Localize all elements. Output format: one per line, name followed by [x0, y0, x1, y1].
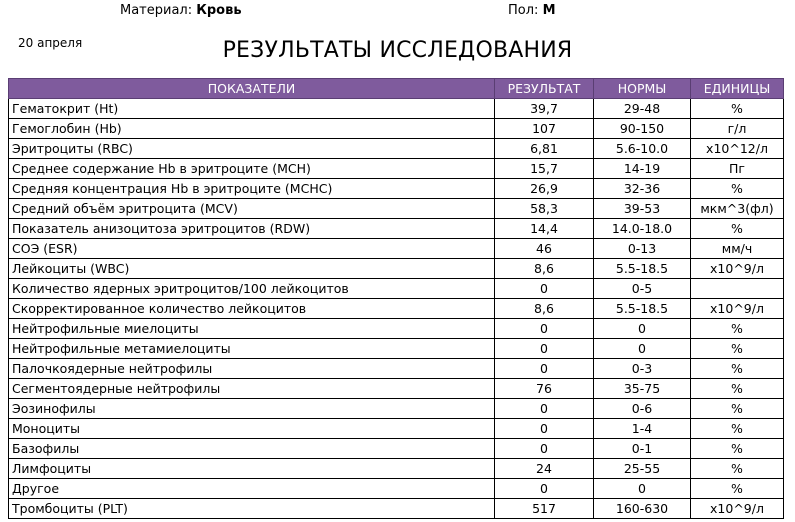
- unit-cell: %: [691, 479, 784, 499]
- indicator-cell: Эозинофилы: [9, 399, 495, 419]
- indicator-cell: Нейтрофильные миелоциты: [9, 319, 495, 339]
- table-body: [9, 99, 784, 519]
- table-header-row: [9, 79, 784, 99]
- result-cell: 58,3: [495, 199, 594, 219]
- unit-cell: x10^9/л: [691, 259, 784, 279]
- material-value: Кровь: [196, 3, 242, 18]
- norm-cell: 14-19: [594, 159, 691, 179]
- result-cell: 0: [495, 419, 594, 439]
- indicator-cell: Гематокрит (Ht): [9, 99, 495, 119]
- indicator-cell: Среднее содержание Hb в эритроците (MCH): [9, 159, 495, 179]
- unit-cell: %: [691, 179, 784, 199]
- norm-cell: 0-6: [594, 399, 691, 419]
- result-cell: 0: [495, 359, 594, 379]
- result-cell: 14,4: [495, 219, 594, 239]
- column-header-unit: ЕДИНИЦЫ: [691, 79, 784, 99]
- result-cell: 6,81: [495, 139, 594, 159]
- result-cell: 0: [495, 279, 594, 299]
- results-table: [8, 78, 784, 519]
- unit-cell: г/л: [691, 119, 784, 139]
- table-row: [9, 199, 784, 219]
- table-row: [9, 119, 784, 139]
- norm-cell: 25-55: [594, 459, 691, 479]
- result-cell: 0: [495, 339, 594, 359]
- result-cell: 15,7: [495, 159, 594, 179]
- indicator-cell: Базофилы: [9, 439, 495, 459]
- column-header-indicator: ПОКАЗАТЕЛИ: [9, 79, 495, 99]
- norm-cell: 5.6-10.0: [594, 139, 691, 159]
- table-row: [9, 419, 784, 439]
- column-header-norm: НОРМЫ: [594, 79, 691, 99]
- indicator-cell: Палочкоядерные нейтрофилы: [9, 359, 495, 379]
- unit-cell: %: [691, 99, 784, 119]
- norm-cell: 29-48: [594, 99, 691, 119]
- norm-cell: 5.5-18.5: [594, 299, 691, 319]
- indicator-cell: Эритроциты (RBC): [9, 139, 495, 159]
- table-row: [9, 479, 784, 499]
- unit-cell: x10^9/л: [691, 499, 784, 519]
- indicator-cell: Сегментоядерные нейтрофилы: [9, 379, 495, 399]
- report-date: 20 апреля: [18, 36, 83, 50]
- result-cell: 0: [495, 479, 594, 499]
- unit-cell: %: [691, 339, 784, 359]
- sex-label: Пол:: [508, 3, 539, 18]
- material-label: Материал:: [120, 3, 193, 18]
- sex-field: [508, 3, 556, 18]
- indicator-cell: Другое: [9, 479, 495, 499]
- unit-cell: %: [691, 419, 784, 439]
- norm-cell: 0-1: [594, 439, 691, 459]
- unit-cell: %: [691, 459, 784, 479]
- norm-cell: 39-53: [594, 199, 691, 219]
- table-row: [9, 459, 784, 479]
- indicator-cell: Скорректированное количество лейкоцитов: [9, 299, 495, 319]
- result-cell: 76: [495, 379, 594, 399]
- sex-value: М: [542, 3, 556, 18]
- table-row: [9, 499, 784, 519]
- indicator-cell: СОЭ (ESR): [9, 239, 495, 259]
- material-field: [120, 3, 242, 18]
- unit-cell: %: [691, 319, 784, 339]
- indicator-cell: Средняя концентрация Hb в эритроците (MCHC): [9, 179, 495, 199]
- norm-cell: 5.5-18.5: [594, 259, 691, 279]
- table-row: [9, 399, 784, 419]
- unit-cell: мкм^3(фл): [691, 199, 784, 219]
- norm-cell: 0: [594, 339, 691, 359]
- unit-cell: %: [691, 399, 784, 419]
- norm-cell: 0-5: [594, 279, 691, 299]
- table-row: [9, 339, 784, 359]
- table-row: [9, 139, 784, 159]
- table-row: [9, 299, 784, 319]
- table-row: [9, 219, 784, 239]
- indicator-cell: Тромбоциты (PLT): [9, 499, 495, 519]
- result-cell: 24: [495, 459, 594, 479]
- result-cell: 39,7: [495, 99, 594, 119]
- result-cell: 26,9: [495, 179, 594, 199]
- norm-cell: 0-13: [594, 239, 691, 259]
- indicator-cell: Лимфоциты: [9, 459, 495, 479]
- result-cell: 46: [495, 239, 594, 259]
- table-row: [9, 179, 784, 199]
- unit-cell: [691, 279, 784, 299]
- indicator-cell: Лейкоциты (WBC): [9, 259, 495, 279]
- indicator-cell: Нейтрофильные метамиелоциты: [9, 339, 495, 359]
- table-row: [9, 279, 784, 299]
- table-row: [9, 379, 784, 399]
- norm-cell: 0-3: [594, 359, 691, 379]
- result-cell: 8,6: [495, 259, 594, 279]
- norm-cell: 32-36: [594, 179, 691, 199]
- result-cell: 8,6: [495, 299, 594, 319]
- norm-cell: 0: [594, 319, 691, 339]
- page-title: РЕЗУЛЬТАТЫ ИССЛЕДОВАНИЯ: [222, 38, 573, 63]
- table-row: [9, 159, 784, 179]
- unit-cell: x10^12/л: [691, 139, 784, 159]
- indicator-cell: Гемоглобин (Hb): [9, 119, 495, 139]
- unit-cell: мм/ч: [691, 239, 784, 259]
- table-row: [9, 259, 784, 279]
- result-cell: 0: [495, 399, 594, 419]
- result-cell: 0: [495, 439, 594, 459]
- result-cell: 0: [495, 319, 594, 339]
- unit-cell: %: [691, 219, 784, 239]
- unit-cell: %: [691, 439, 784, 459]
- norm-cell: 35-75: [594, 379, 691, 399]
- norm-cell: 1-4: [594, 419, 691, 439]
- table-row: [9, 359, 784, 379]
- norm-cell: 160-630: [594, 499, 691, 519]
- indicator-cell: Средний объём эритроцита (MCV): [9, 199, 495, 219]
- table-row: [9, 239, 784, 259]
- indicator-cell: Показатель анизоцитоза эритроцитов (RDW): [9, 219, 495, 239]
- indicator-cell: Моноциты: [9, 419, 495, 439]
- unit-cell: Пг: [691, 159, 784, 179]
- result-cell: 107: [495, 119, 594, 139]
- column-header-result: РЕЗУЛЬТАТ: [495, 79, 594, 99]
- result-cell: 517: [495, 499, 594, 519]
- table-row: [9, 439, 784, 459]
- table-row: [9, 319, 784, 339]
- norm-cell: 0: [594, 479, 691, 499]
- table-row: [9, 99, 784, 119]
- norm-cell: 90-150: [594, 119, 691, 139]
- indicator-cell: Количество ядерных эритроцитов/100 лейкоцитов: [9, 279, 495, 299]
- unit-cell: %: [691, 379, 784, 399]
- unit-cell: x10^9/л: [691, 299, 784, 319]
- unit-cell: %: [691, 359, 784, 379]
- norm-cell: 14.0-18.0: [594, 219, 691, 239]
